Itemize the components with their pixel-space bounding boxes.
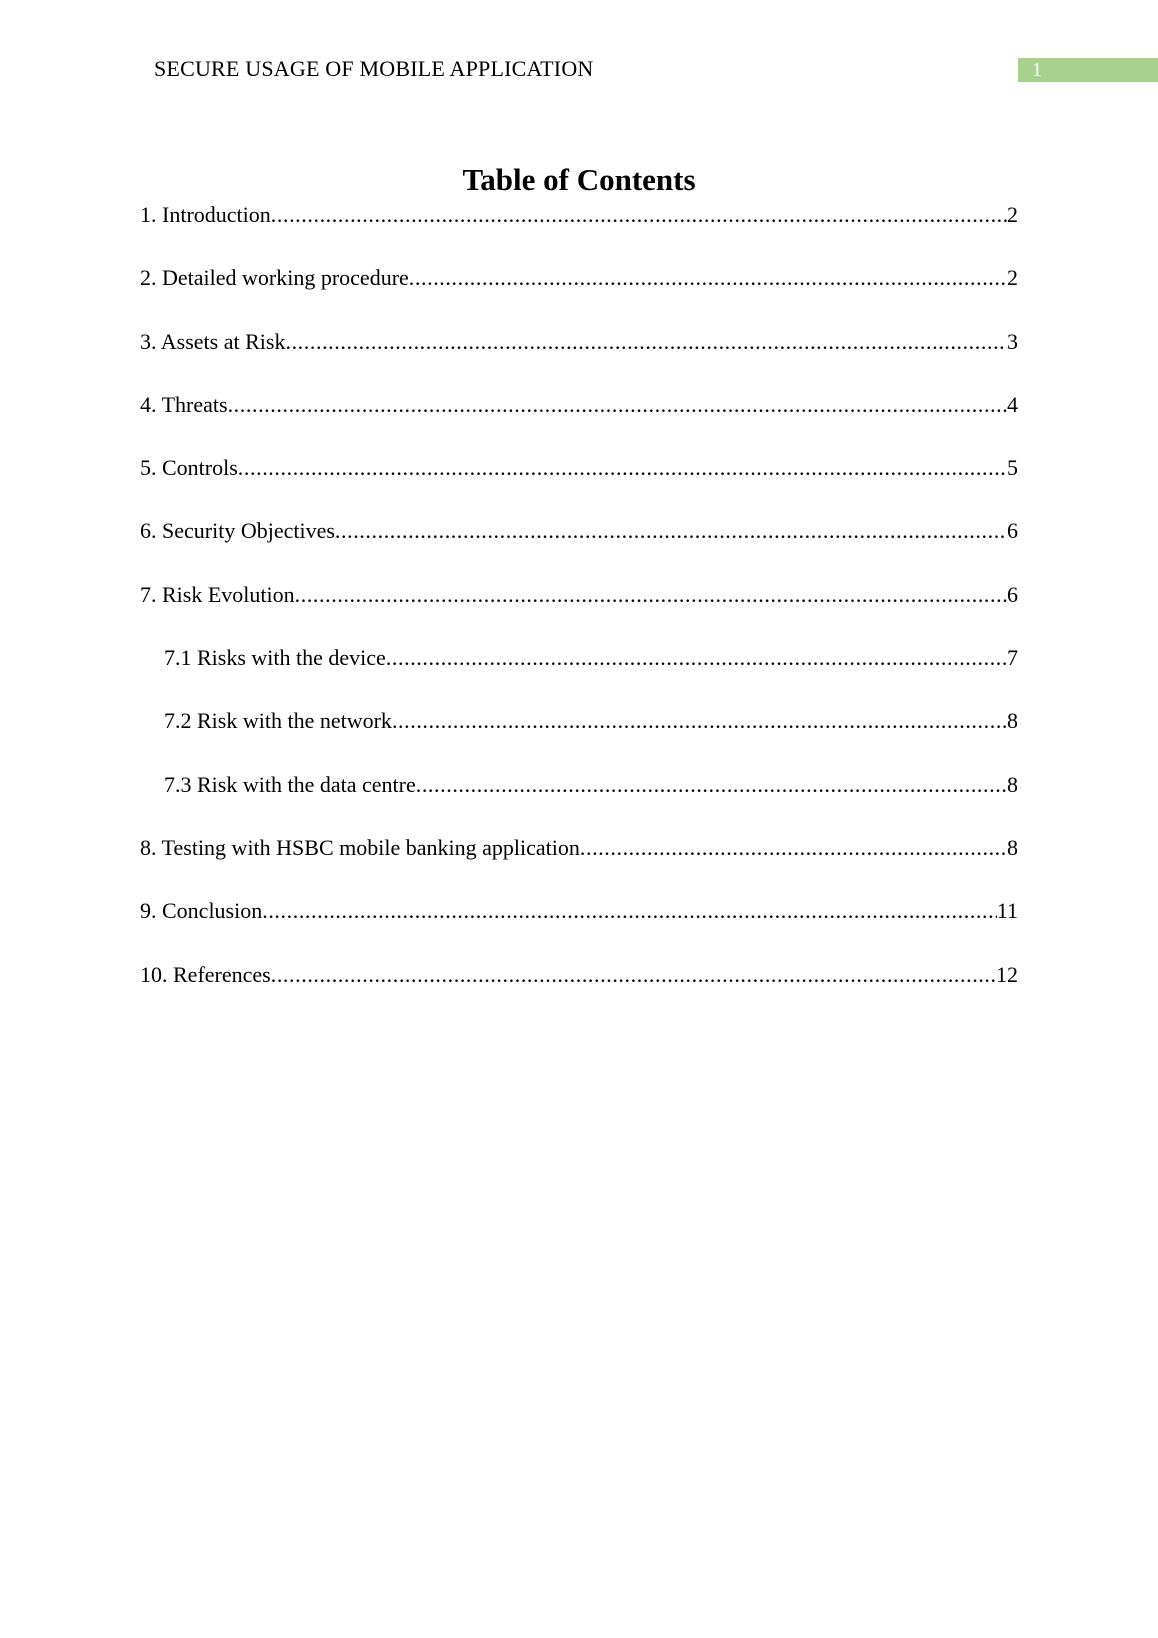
running-header-title: SECURE USAGE OF MOBILE APPLICATION [154,56,594,81]
toc-entry-label: 7. Risk Evolution [140,581,295,607]
dot-leader [271,960,996,990]
toc-entry-controls[interactable] [140,453,1018,516]
toc-entry-page: 2 [1007,202,1018,227]
toc-entry-threats[interactable] [140,390,1018,453]
toc-entry-label: 7.3 Risk with the data centre [164,771,416,797]
dot-leader [228,390,1007,420]
page-number-badge [1018,58,1158,82]
dot-leader [262,896,997,926]
toc-entry-testing-hsbc[interactable] [140,833,1018,896]
toc-entry-label: 10. References [140,961,271,987]
toc-list [140,200,1018,1023]
dot-leader [295,580,1007,610]
toc-entry-label: 4. Threats [140,391,228,417]
toc-entry-page: 5 [1007,455,1018,481]
toc-entry-page: 7 [1007,645,1018,671]
toc-entry-label: 1. Introduction [140,202,271,227]
toc-entry-page: 6 [1007,581,1018,607]
toc-entry-label: 6. Security Objectives [140,518,335,544]
dot-leader [271,200,1007,230]
toc-entry-page: 8 [1007,708,1018,734]
toc-entry-label: 2. Detailed working procedure [140,265,409,291]
toc-entry-label: 7.2 Risk with the network [164,708,392,734]
toc-entry-risk-with-network[interactable] [140,706,1018,769]
toc-entry-label: 8. Testing with HSBC mobile banking application [140,834,580,860]
toc-entry-introduction[interactable] [140,200,1018,263]
toc-entry-page: 8 [1007,771,1018,797]
dot-leader [392,706,1007,736]
toc-entry-risk-with-data-centre[interactable] [140,770,1018,833]
toc-entry-detailed-working-procedure[interactable] [140,263,1018,326]
dot-leader [386,643,1007,673]
toc-entry-page: 3 [1007,328,1018,354]
toc-entry-conclusion[interactable] [140,896,1018,959]
toc-entry-label: 3. Assets at Risk [140,328,286,354]
dot-leader [409,263,1007,293]
page-header [0,56,1158,82]
dot-leader [238,453,1007,483]
dot-leader [335,516,1007,546]
toc-entry-page: 11 [996,898,1018,924]
dot-leader [416,770,1007,800]
toc-entry-page: 6 [1007,518,1018,544]
toc-entry-security-objectives[interactable] [140,516,1018,579]
toc-heading: Table of Contents [462,162,696,197]
toc-entry-risk-evolution[interactable] [140,580,1018,643]
toc-entry-page: 12 [996,961,1018,987]
toc-entry-page: 8 [1007,834,1018,860]
toc-entry-references[interactable] [140,960,1018,1023]
toc-entry-assets-at-risk[interactable] [140,327,1018,390]
toc-entry-page: 2 [1007,265,1018,291]
toc-entry-risks-with-device[interactable] [140,643,1018,706]
dot-leader [580,833,1007,863]
page-number: 1 [1032,59,1042,81]
toc-entry-label: 7.1 Risks with the device [164,645,386,671]
toc-entry-label: 9. Conclusion [140,898,263,924]
toc-entry-page: 4 [1007,391,1018,417]
toc-entry-label: 5. Controls [140,455,238,481]
dot-leader [285,327,1007,357]
